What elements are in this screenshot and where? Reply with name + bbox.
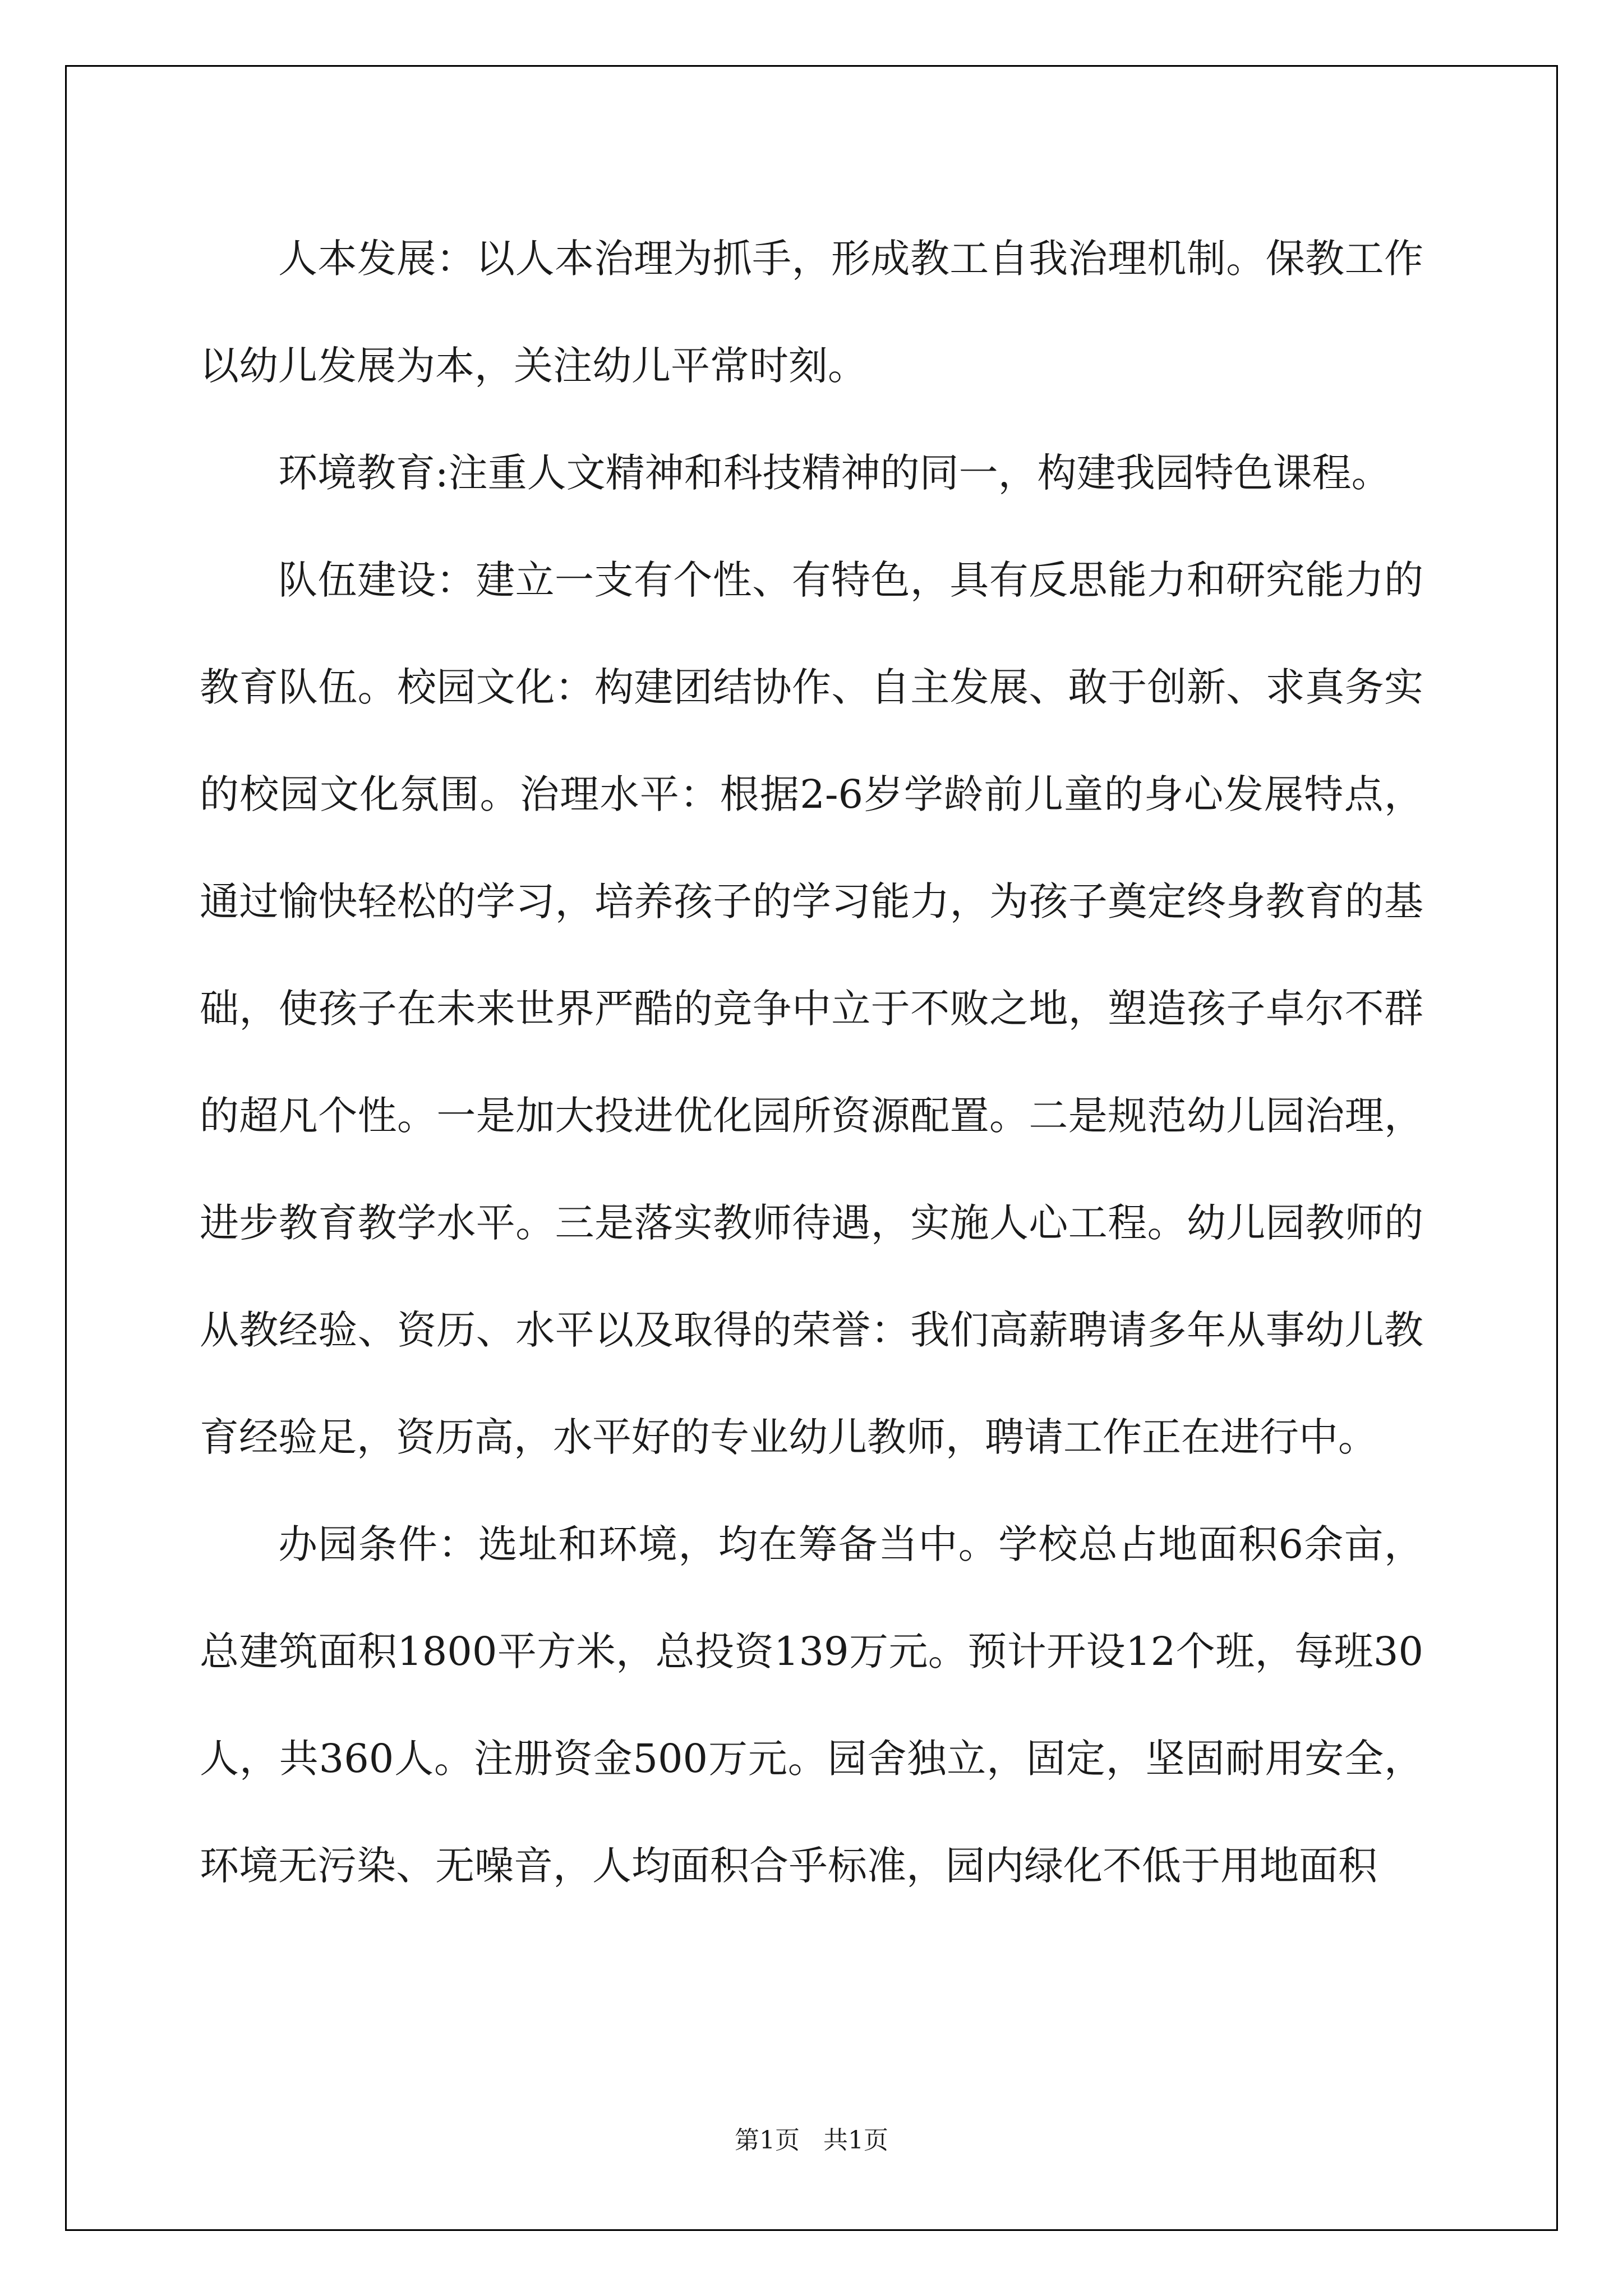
paragraph-people-development: 人本发展：以人本治理为抓手，形成教工自我治理机制。保教工作以幼儿发展为本，关注幼儿平常时刻。 <box>200 236 1423 389</box>
paragraph-environment-education: 环境教育:注重人文精神和科技精神的同一，构建我园特色课程。 <box>278 450 1391 496</box>
paragraph-school-conditions: 办园条件：选址和环境，均在筹备当中。学校总占地面积6余亩，总建筑面积1800平方米，总投资139万元。预计开设12个班，每班30人，共360人。注册资金500万元。园舍独立，固定，坚固耐用安全，环境无污染、无噪音，人均面积合乎标准，园内绿化不低于用地面积 <box>200 1521 1423 1889</box>
document-body <box>200 205 1423 1920</box>
paragraph-team-building: 队伍建设：建立一支有个性、有特色，具有反思能力和研究能力的教育队伍。校园文化：构建团结协作、自主发展、敢于创新、求真务实的校园文化氛围。治理水平：根据2-6岁学龄前儿童的身心发展特点，通过愉快轻松的学习，培养孩子的学习能力，为孩子奠定终身教育的基础，使孩子在未来世界严酷的竞争中立于不败之地，塑造孩子卓尔不群的超凡个性。一是加大投进优化园所资源配置。二是规范幼儿园治理，进步教育教学水平。三是落实教师待遇，实施人心工程。幼儿园教师的从教经验、资历、水平以及取得的荣誉：我们高薪聘请多年从事幼儿教育经验足，资历高，水平好的专业幼儿教师，聘请工作正在进行中。 <box>200 557 1423 1460</box>
page-number-footer: 第1页 共1页 <box>735 2126 888 2155</box>
